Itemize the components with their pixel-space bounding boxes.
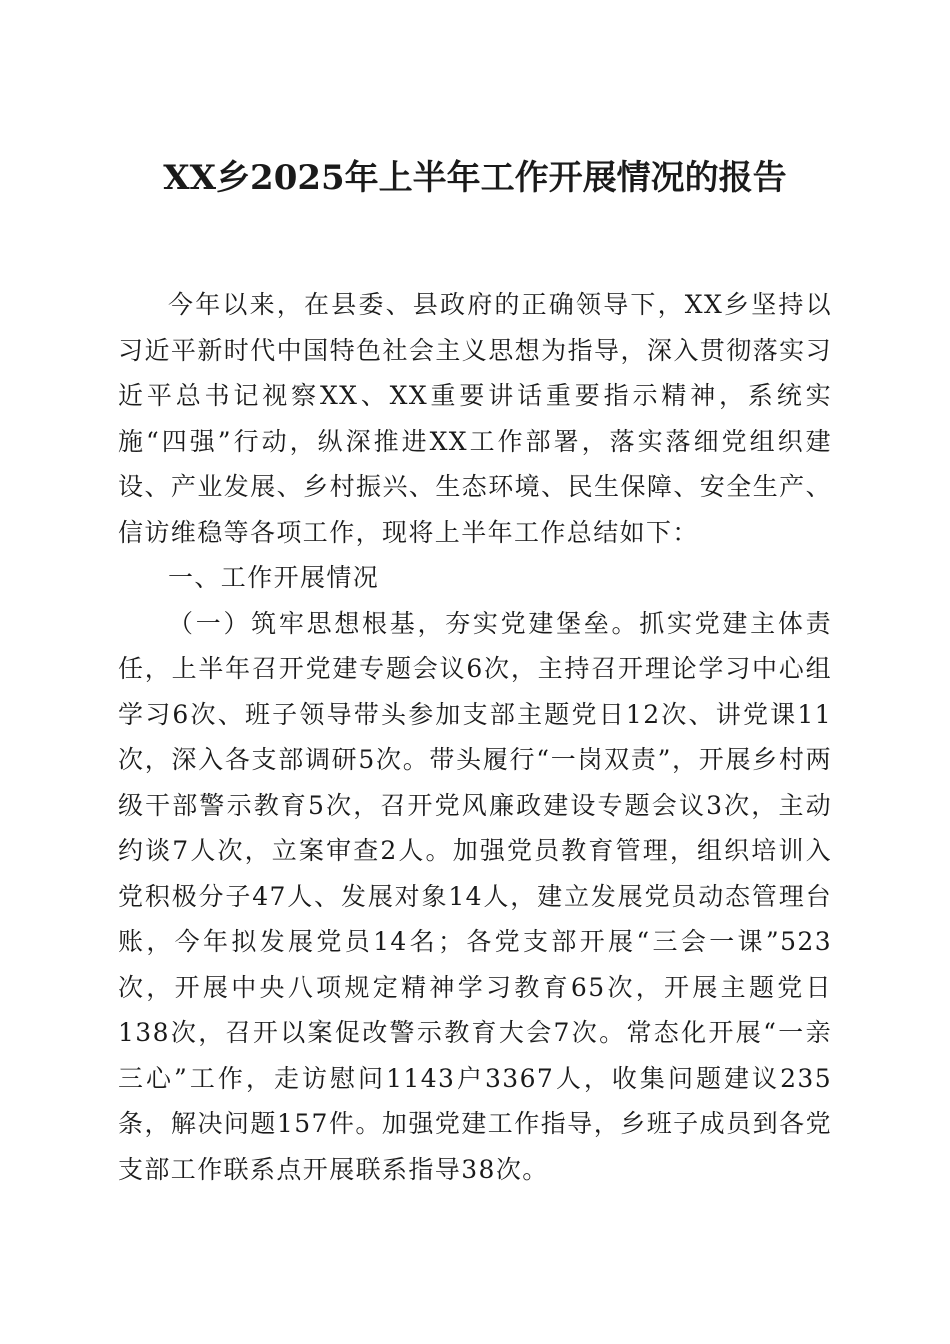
document-body (118, 282, 832, 1192)
paragraph-body: 抓实党建主体责任，上半年召开党建专题会议6次，主持召开理论学习中心组学习6次、班子领导带头参加支部主题党日12次、讲党课11次，深入各支部调研5次。带头履行“一岗双责”，开展乡村两级干部警示教育5次，召开党风廉政建设专题会议3次，主动约谈7人次，立案审查2人。加强党员教育管理，组织培训入党积极分子47人、发展对象14人，建立发展党员动态管理台账，今年拟发展党员14名；各党支部开展“三会一课”523次，开展中央八项规定精神学习教育65次，开展主题党日138次，召开以案促改警示教育大会7次。常态化开展“一亲三心”工作，走访慰问1143户3367人，收集问题建议235条，解决问题157件。加强党建工作指导，乡班子成员到各党支部工作联系点开展联系指导38次。 (118, 608, 832, 1184)
section-heading: 一、工作开展情况 (168, 563, 380, 592)
document-title: XX乡2025年上半年工作开展情况的报告 (163, 158, 787, 198)
intro-paragraph: 今年以来，在县委、县政府的正确领导下，XX乡坚持以习近平新时代中国特色社会主义思想为指导，深入贯彻落实习近平总书记视察XX、XX重要讲话重要指示精神，系统实施“四强”行动，纵深推进XX工作部署，落实落细党组织建设、产业发展、乡村振兴、生态环境、民生保障、安全生产、信访维稳等各项工作，现将上半年工作总结如下： (118, 290, 832, 547)
paragraph-lead: （一）筑牢思想根基，夯实党建堡垒。 (168, 608, 640, 638)
section-paragraph (118, 601, 832, 1193)
document-page (118, 150, 832, 1192)
